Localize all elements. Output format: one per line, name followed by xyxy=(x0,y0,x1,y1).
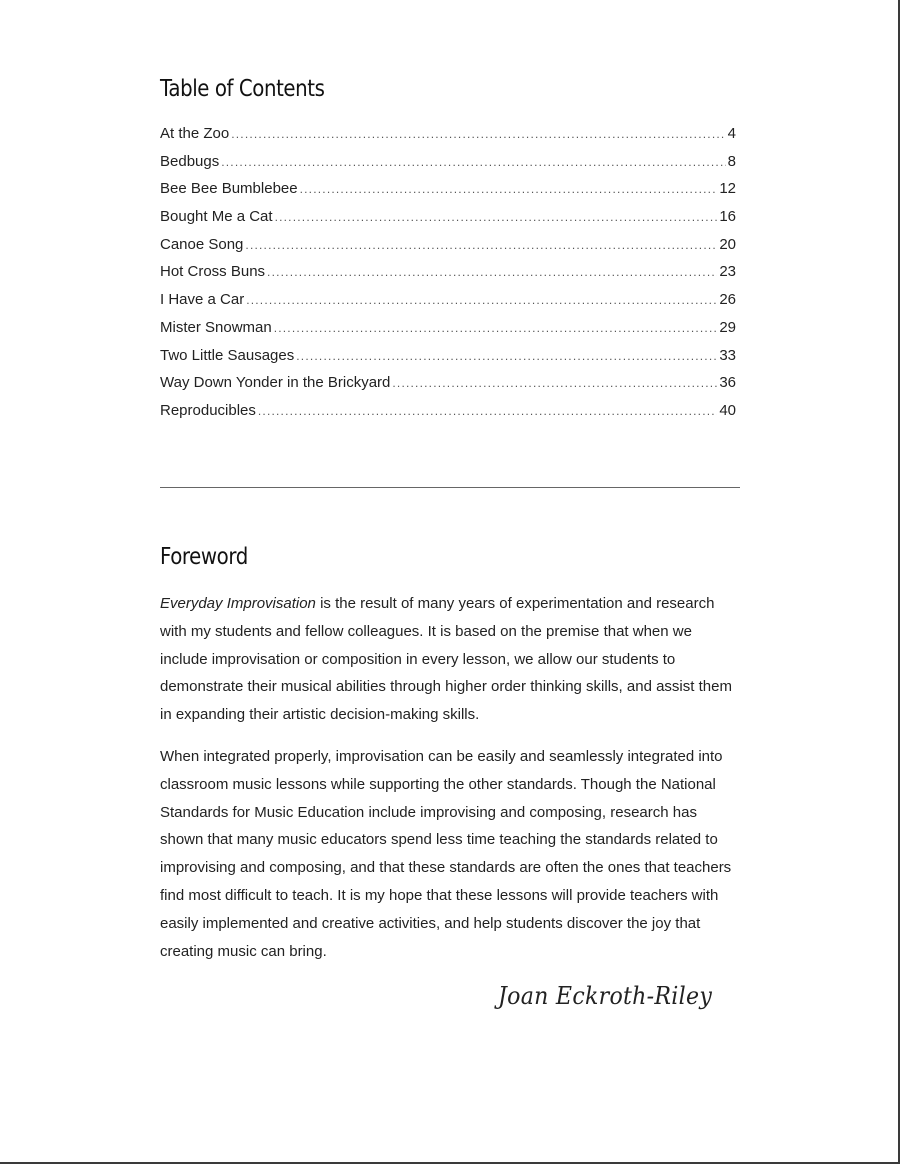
toc-leader-dots xyxy=(221,155,725,169)
toc-entry-page: 12 xyxy=(719,180,736,198)
toc-entry-name: I Have a Car xyxy=(160,291,245,309)
toc-entry xyxy=(160,153,736,181)
foreword-paragraph: When integrated properly, improvisation can be easily and seamlessly integrated into classroom music lessons while supporting the other standards. Though the National Standards for Music Education include improvising and composing, research has shown that many music educators spend less time teaching the standards related to improvising and composing, and that these standards are often the ones that teachers find most difficult to teach. It is my hope that these lessons will provide teachers with easily implemented and creative activities, and help students discover the joy that creating music can bring. xyxy=(160,748,732,960)
toc-entry-page: 4 xyxy=(727,125,736,142)
toc-entry-page: 23 xyxy=(719,263,736,281)
toc-entry-name: Way Down Yonder in the Brickyard xyxy=(160,374,391,392)
toc-entry-name: Hot Cross Buns xyxy=(160,263,266,281)
toc-leader-dots xyxy=(300,182,718,196)
foreword-paragraph-text: is the result of many years of experimentation and research with my students and fellow colleagues. It is based on the premise that when we include improvisation or composition in every lesson, we allow our students to demonstrate their musical abilities through higher order thinking skills, and assist them in expanding their artistic decision-making skills. xyxy=(160,595,732,724)
toc-entry xyxy=(160,180,736,208)
toc-list xyxy=(160,125,736,430)
toc-entry-name: Two Little Sausages xyxy=(160,346,295,364)
toc-leader-dots xyxy=(267,265,717,279)
toc-leader-dots xyxy=(392,376,717,390)
toc-entry xyxy=(160,125,736,153)
toc-title: Table of Contents xyxy=(160,76,325,102)
toc-entry-page: 40 xyxy=(719,401,736,419)
toc-entry xyxy=(160,374,736,402)
toc-leader-dots xyxy=(274,321,718,335)
toc-leader-dots xyxy=(231,127,725,141)
toc-entry xyxy=(160,402,736,430)
toc-leader-dots xyxy=(296,349,717,363)
toc-entry-name: Bee Bee Bumblebee xyxy=(160,180,298,198)
section-divider xyxy=(160,487,740,488)
author-signature: Joan Eckroth-Riley xyxy=(498,982,713,1010)
toc-entry-page: 36 xyxy=(719,374,736,392)
toc-entry-name: Canoe Song xyxy=(160,235,244,253)
toc-entry-page: 26 xyxy=(719,291,736,309)
toc-leader-dots xyxy=(245,238,717,252)
toc-entry xyxy=(160,291,736,319)
toc-entry-name: Reproducibles xyxy=(160,401,256,419)
toc-entry xyxy=(160,319,736,347)
toc-entry-page: 8 xyxy=(727,152,736,170)
toc-entry-page: 16 xyxy=(719,208,736,226)
toc-entry-name: Bought Me a Cat xyxy=(160,208,273,226)
toc-entry xyxy=(160,236,736,264)
toc-leader-dots xyxy=(275,210,718,224)
toc-entry xyxy=(160,263,736,291)
toc-entry-name: Mister Snowman xyxy=(160,318,272,336)
book-title-italic: Everyday Improvisation xyxy=(160,595,316,612)
toc-entry xyxy=(160,208,736,236)
toc-leader-dots xyxy=(258,404,717,418)
foreword-paragraph xyxy=(160,590,742,729)
toc-entry-page: 29 xyxy=(719,318,736,336)
toc-entry xyxy=(160,347,736,375)
toc-entry-name: Bedbugs xyxy=(160,152,220,170)
toc-entry-page: 20 xyxy=(719,235,736,253)
toc-entry-name: At the Zoo xyxy=(160,125,230,142)
foreword-title: Foreword xyxy=(160,544,248,570)
toc-entry-page: 33 xyxy=(719,346,736,364)
toc-leader-dots xyxy=(246,293,717,307)
